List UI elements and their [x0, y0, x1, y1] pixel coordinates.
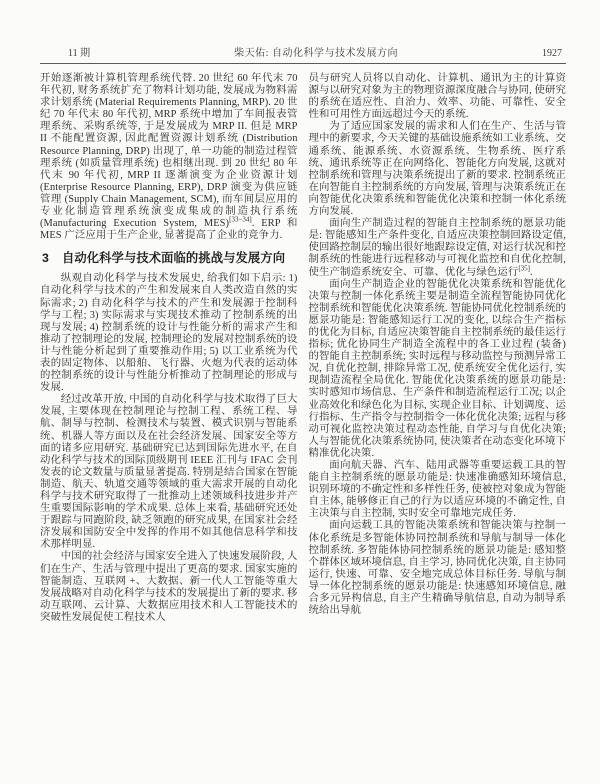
citation-ref: [33−34]: [229, 215, 252, 224]
paragraph: 经过改革开放, 中国的自动化科学与技术取得了巨大发展, 主要体现在控制理论与控制工程、系统工程、导航、制导与控制、检测技术与装置、模式识别与智能系统、机器人等方面以及在社会经济发展、国家安全等方面的诸多应用研究. 基础研究已达到国际先进水平, 在自动化科学与技术的国际顶级期刊 IEEE 汇刊与 IFAC 会刊发表的论文数量与质量显著提高. 特别是结合国家在智能制造、航天、轨道交通等领域的重大需求开展的自动化科学与技术研究取得了一批推动上述领域科技进步并产生重要国际影响的学术成果. 总体上来看, 基础研究还处于跟踪与同跑阶段, 缺乏领跑的研究成果, 在国家社会经济发展和国防安全中发挥的作用不如其他信息科学和技术那样明显.: [40, 394, 298, 551]
paragraph: 面向生产制造企业的智能优化决策系统和智能优化决策与控制一体化系统主要是制造全流程智能协同优化控制系统和智能优化决策系统. 智能协同优化控制系统的愿景功能是: 智能感知运行工况的变化, 以综合生产指标的优化为目标, 自适应决策智能自主控制系统的最佳运行指标; 优化协同生产制造全流程中的各工业过程 (装备) 的智能自主控制系统; 实时远程与移动监控与预测异常工况, 自优化控制, 排除异常工况, 使系统安全优化运行, 实现制造流程全局优化. 智能优化决策系统的愿景功能是: 实时感知市场信息、生产条件和制造流程运行工况; 以企业高效化和绿色化为目标, 实现企业目标、计划调度、运行指标、生产指令与控制指令一体化优化决策; 远程与移动可视化监控决策过程动态性能, 自学习与自优化决策; 人与智能优化决策系统协同, 使决策者在动态变化环境下精准优化决策.: [308, 278, 566, 459]
running-title: 柴天佑: 自动化科学与技术发展方向: [234, 48, 398, 59]
paragraph: 面向航天器、汽车、陆用武器等重要运载工具的智能自主控制系统的愿景功能是: 快速准确感知环境信息, 识别环境的不确定性和多样性任务, 使被控对象成为智能自主体, 能够修正自己的行为以适应环境的不确定性, 自主决策与自主控制, 实时安全可靠地完成任务.: [308, 460, 566, 520]
citation-ref: [35]: [518, 264, 530, 273]
right-column: [309, 73, 567, 624]
section-number: 3: [42, 251, 49, 266]
paragraph: 面向运载工具的智能决策系统和智能决策与控制一体化系统是多智能体协同控制系统和导航与制导一体化控制系统. 多智能体协同控制系统的愿景功能是: 感知整个群体区域环境信息, 自主学习, 协同优化决策, 自主协同运行, 快速、可靠、安全地完成总体目标任务. 导航与制导一体化控制系统的愿景功能是: 快速感知环境信息, 融合多元异构信息, 自主产生精确导航信息, 自动为制导系统给出导航: [308, 520, 566, 617]
text-columns: [40, 73, 566, 624]
section-heading: [40, 251, 298, 265]
section-title: 自动化科学与技术面临的挑战与发展方向: [61, 251, 286, 266]
paragraph: 为了适应国家发展的需求和人们在生产、生活与管理中的新要求, 今天关键的基础设施系统如工业系统、交通系统、能源系统、水资源系统、生物系统、医疗系统、通讯系统等正在向网络化、智能化方向发展, 这就对控制系统和管理与决策系统提出了新的要求. 控制系统正在向智能自主控制系统的方向发展, 管理与决策系统正在向智能优化决策系统和智能优化决策和控制一体化系统方向发展.: [308, 121, 566, 218]
paragraph: 员与研究人员将以自动化、计算机、通讯为主的计算资源与以研究对象为主的物理资源深度融合与协同, 使研究的系统在适应性、自治力、效率、功能、可靠性、安全性和可用性方面远超过今天的系统.: [308, 73, 566, 121]
paragraph: 面向生产制造过程的智能自主控制系统的愿景功能是: 智能感知生产条件变化, 自适应决策控制回路设定值, 使回路控制层的输出很好地跟踪设定值, 对运行状况和控制系统的性能进行远程移动与可视化监控和自优化控制, 使生产制造系统安全、可靠、优化与绿色运行[35].: [308, 218, 566, 278]
issue-number: 11 期: [68, 48, 91, 59]
paragraph: 纵观自动化科学与技术发展史, 给我们如下启示: 1) 自动化科学与技术的产生和发展来自人类改造自然的实际需求; 2) 自动化科学与技术的产生和发展源于控制科学与工程; 3) 实际需求与实现技术推动了控制系统的出现与发展; 4) 控制系统的设计与性能分析的需求产生和推动了控制理论的发展, 控制理论的发展对控制系统的设计与性能分析起到了重要推动作用; 5) 以工业系统为代表的固定物体、以船舶、飞行器、火炮为代表的运动体的控制系统的设计与性能分析推动了控制理论的形成与发展.: [40, 273, 298, 394]
page-number: 1927: [542, 48, 562, 59]
paragraph: 中国的社会经济与国家安全进入了快速发展阶段, 人们在生产、生活与管理中提出了更高的要求. 国家实施的智能制造、互联网 +、大数据、新一代人工智能等重大发展战略对自动化科学与技术的发展提出了新的要求. 移动互联网、云计算、大数据应用技术和人工智能技术的突破性发展促使工程技术人: [40, 551, 298, 623]
left-column: [40, 73, 298, 624]
running-header: [40, 44, 566, 64]
paragraph: 开始逐渐被计算机管理系统代替. 20 世纪 60 年代末 70 年代初, 财务系统扩充了物料计划功能, 发展成为物料需求计划系统 (Material Requirements Planning, MRP). 20 世纪 70 年代末 80 年代初, MRP 系统中增加了车间报表管理系统、采购系统等, 于是发展成为 MRP II. 但是 MRP II 不能配置资源, 因此配置资源计划系统 (Distribution Resource Planning, DRP) 出现了, 单一功能的制造过程管理系统 (如质量管理系统) 也相继出现. 到 20 世纪 80 年代末 90 年代初, MRP II 逐渐演变为企业资源计划 (Enterprise Resource Planning, ERP), DRP 演变为供应链管理 (Supply Chain Management, SCM), 而车间层应用的专业化制造管理系统演变成集成的制造执行系统 (Manufacturing Execution System, MES)[33−34]. ERP 和 MES 广泛应用于生产企业, 显著提高了企业的竞争力.: [40, 73, 298, 242]
